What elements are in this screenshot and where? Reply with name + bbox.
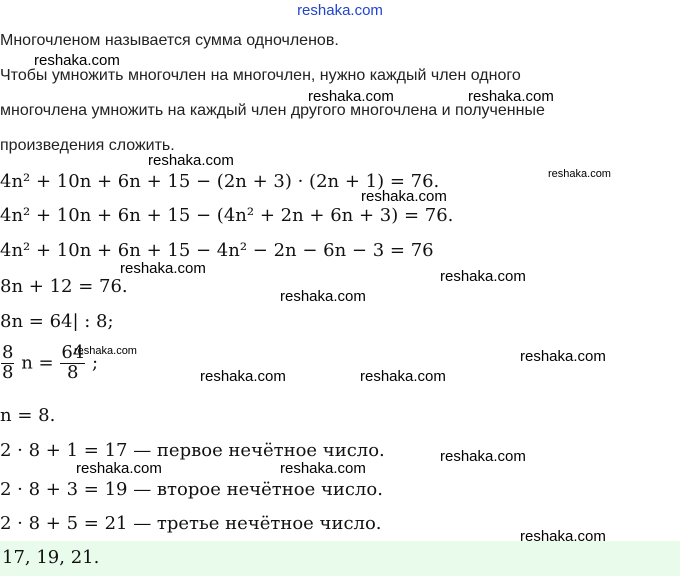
fraction-right-denominator: 8	[67, 361, 79, 383]
fraction-left-denominator: 8	[2, 361, 14, 383]
equation-9: 2 · 8 + 3 = 19 — второе нечётное число.	[0, 479, 383, 500]
definition-text: Многочленом называется сумма одночленов.	[0, 32, 339, 49]
equation-6-middle: n =	[21, 352, 54, 374]
watermark: reshaka.com	[440, 448, 526, 465]
watermark: reshaka.com	[200, 368, 286, 385]
watermark: reshaka.com	[361, 188, 447, 205]
equation-7: n = 8.	[0, 405, 56, 426]
equation-4: 8n + 12 = 76.	[0, 276, 128, 297]
watermark: reshaka.com	[520, 348, 606, 365]
watermark: reshaka.com	[76, 460, 162, 477]
equation-5: 8n = 64| : 8;	[0, 311, 114, 332]
fraction-left	[1, 344, 14, 383]
equation-6-tail: ;	[91, 352, 99, 374]
equation-8: 2 · 8 + 1 = 17 — первое нечётное число.	[0, 440, 385, 461]
watermark: reshaka.com	[34, 52, 120, 69]
equation-2: 4n² + 10n + 6n + 15 − (4n² + 2n + 6n + 3) = 76.	[0, 205, 454, 226]
rule-text-line-2: многочлена умножить на каждый член другого многочлена и полученные	[0, 102, 545, 119]
watermark: reshaka.com	[120, 260, 206, 277]
watermark: reshaka.com	[440, 268, 526, 285]
equation-1: 4n² + 10n + 6n + 15 − (2n + 3) · (2n + 1) = 76.	[0, 171, 440, 192]
rule-text-line-3: произведения сложить.	[0, 137, 175, 154]
answer-box	[0, 541, 680, 576]
fraction-right-numerator: 64	[61, 342, 85, 363]
fraction-left-numerator: 8	[2, 342, 14, 363]
watermark: reshaka.com	[74, 345, 137, 357]
watermark: reshaka.com	[148, 152, 234, 169]
watermark: reshaka.com	[520, 528, 606, 545]
rule-text-line-1: Чтобы умножить многочлен на многочлен, нужно каждый член одного	[0, 67, 521, 84]
watermark: reshaka.com	[360, 368, 446, 385]
site-header[interactable]: reshaka.com	[297, 2, 383, 19]
watermark: reshaka.com	[308, 88, 394, 105]
equation-10: 2 · 8 + 5 = 21 — третье нечётное число.	[0, 513, 382, 534]
watermark: reshaka.com	[280, 288, 366, 305]
equation-3: 4n² + 10n + 6n + 15 − 4n² − 2n − 6n − 3 = 76	[0, 240, 434, 261]
watermark: reshaka.com	[280, 460, 366, 477]
watermark: reshaka.com	[548, 168, 611, 180]
answer-text: 17, 19, 21.	[2, 547, 100, 568]
watermark: reshaka.com	[468, 88, 554, 105]
